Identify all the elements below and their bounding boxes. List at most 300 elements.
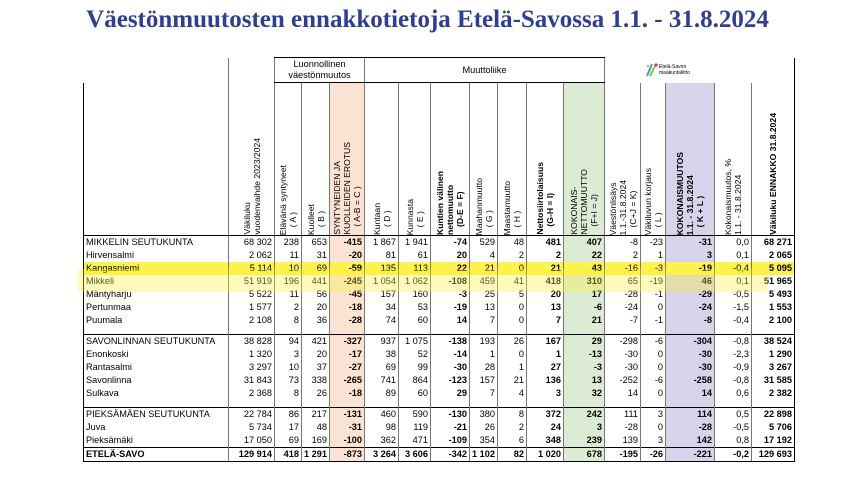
column-header-letter: ( L ) bbox=[653, 212, 663, 227]
cell-col-11: -28 bbox=[605, 288, 641, 301]
cell-col-2: 169 bbox=[302, 434, 330, 448]
cell-col-7: 193 bbox=[470, 335, 498, 349]
cell-col-6: -138 bbox=[431, 335, 470, 349]
cell-col-0: 51 919 bbox=[229, 275, 275, 288]
cell-col-5: 113 bbox=[399, 262, 431, 275]
table-row bbox=[84, 249, 795, 262]
row-name: Pertunmaa bbox=[84, 301, 229, 314]
cell-col-14: -2,3 bbox=[715, 348, 752, 361]
column-header-label: Kuntaan bbox=[371, 202, 382, 235]
cell-col-11: -28 bbox=[605, 421, 641, 434]
cell-col-13: 14 bbox=[666, 387, 715, 400]
column-header-letter: ( B ) bbox=[315, 210, 326, 227]
cell-col-13: -8 bbox=[666, 314, 715, 327]
cell-col-1: 11 bbox=[275, 288, 302, 301]
cell-col-2: 338 bbox=[302, 374, 330, 387]
cell-col-2: 20 bbox=[302, 348, 330, 361]
row-name: Sulkava bbox=[84, 387, 229, 400]
cell-col-6: -130 bbox=[431, 408, 470, 422]
table-row bbox=[84, 314, 795, 327]
column-header-label: Väkiluvun korjaus bbox=[643, 167, 653, 235]
cell-col-12: 0 bbox=[641, 301, 666, 314]
cell-col-7: 21 bbox=[470, 262, 498, 275]
cell-col-7: 13 bbox=[470, 301, 498, 314]
spacer-cell bbox=[666, 327, 715, 335]
cell-col-8: 4 bbox=[498, 387, 527, 400]
cell-col-5: 864 bbox=[399, 374, 431, 387]
cell-col-4: 741 bbox=[365, 374, 399, 387]
cell-col-8: 0 bbox=[498, 262, 527, 275]
cell-col-0: 129 914 bbox=[229, 448, 275, 462]
cell-col-5: 1 062 bbox=[399, 275, 431, 288]
column-header-0 bbox=[229, 83, 275, 236]
cell-col-11: -16 bbox=[605, 262, 641, 275]
group-natural-change: Luonnollinen väestönmuutos bbox=[275, 58, 365, 83]
cell-col-2: 69 bbox=[302, 262, 330, 275]
cell-col-14: 0,1 bbox=[715, 249, 752, 262]
cell-col-3: -28 bbox=[330, 314, 365, 327]
cell-col-4: 1 867 bbox=[365, 236, 399, 250]
cell-col-1: 17 bbox=[275, 421, 302, 434]
cell-col-4: 74 bbox=[365, 314, 399, 327]
cell-col-2: 441 bbox=[302, 275, 330, 288]
spacer-row bbox=[84, 327, 795, 335]
cell-col-2: 31 bbox=[302, 249, 330, 262]
cell-col-0: 5 734 bbox=[229, 421, 275, 434]
cell-col-0: 68 302 bbox=[229, 236, 275, 250]
cell-col-11: -24 bbox=[605, 301, 641, 314]
cell-col-11: -7 bbox=[605, 314, 641, 327]
cell-col-3: -265 bbox=[330, 374, 365, 387]
column-header-4 bbox=[365, 83, 399, 236]
cell-col-15: 22 898 bbox=[752, 408, 795, 422]
cell-col-12: -3 bbox=[641, 262, 666, 275]
cell-col-6: 29 bbox=[431, 387, 470, 400]
spacer-cell bbox=[365, 327, 399, 335]
cell-col-7: 7 bbox=[470, 314, 498, 327]
cell-col-12: 0 bbox=[641, 361, 666, 374]
cell-col-2: 217 bbox=[302, 408, 330, 422]
cell-col-14: -0,9 bbox=[715, 361, 752, 374]
spacer-cell bbox=[431, 400, 470, 408]
cell-col-3: -45 bbox=[330, 288, 365, 301]
cell-col-6: -3 bbox=[431, 288, 470, 301]
cell-col-1: 11 bbox=[275, 249, 302, 262]
cell-col-12: -1 bbox=[641, 314, 666, 327]
cell-col-15: 5 095 bbox=[752, 262, 795, 275]
column-header-letter: (F+I = J) bbox=[589, 194, 599, 227]
cell-col-15: 2 065 bbox=[752, 249, 795, 262]
column-header-14 bbox=[715, 83, 752, 236]
table-row bbox=[84, 275, 795, 288]
cell-col-7: 157 bbox=[470, 374, 498, 387]
cell-col-4: 157 bbox=[365, 288, 399, 301]
subregion-row bbox=[84, 335, 795, 349]
table-row bbox=[84, 348, 795, 361]
spacer-cell bbox=[229, 327, 275, 335]
cell-col-10: 242 bbox=[564, 408, 605, 422]
cell-col-9: 1 020 bbox=[527, 448, 564, 462]
column-header-label: Nettosiirtolaisuus bbox=[535, 162, 545, 235]
cell-col-15: 2 382 bbox=[752, 387, 795, 400]
cell-col-8: 2 bbox=[498, 249, 527, 262]
spacer-cell bbox=[275, 327, 302, 335]
cell-col-10: -3 bbox=[564, 361, 605, 374]
cell-col-15: 31 585 bbox=[752, 374, 795, 387]
cell-col-11: -8 bbox=[605, 236, 641, 250]
cell-col-2: 421 bbox=[302, 335, 330, 349]
cell-col-10: 32 bbox=[564, 387, 605, 400]
cell-col-11: -30 bbox=[605, 348, 641, 361]
cell-col-0: 5 522 bbox=[229, 288, 275, 301]
cell-col-15: 5 706 bbox=[752, 421, 795, 434]
spacer-cell bbox=[498, 327, 527, 335]
column-header-11 bbox=[605, 83, 641, 236]
cell-col-14: -1,5 bbox=[715, 301, 752, 314]
cell-col-6: -19 bbox=[431, 301, 470, 314]
cell-col-10: 678 bbox=[564, 448, 605, 462]
cell-col-8: 82 bbox=[498, 448, 527, 462]
subregion-row bbox=[84, 408, 795, 422]
page-title: Väestönmuutosten ennakkotietoja Etelä-Savossa 1.1. - 31.8.2024 bbox=[86, 6, 769, 33]
column-header-8 bbox=[498, 83, 527, 236]
cell-col-4: 89 bbox=[365, 387, 399, 400]
cell-col-7: 25 bbox=[470, 288, 498, 301]
cell-col-1: 73 bbox=[275, 374, 302, 387]
cell-col-15: 1 553 bbox=[752, 301, 795, 314]
cell-col-12: -6 bbox=[641, 374, 666, 387]
spacer-cell bbox=[470, 327, 498, 335]
cell-col-14: -0,4 bbox=[715, 314, 752, 327]
cell-col-6: -108 bbox=[431, 275, 470, 288]
cell-col-9: 21 bbox=[527, 262, 564, 275]
spacer-cell bbox=[399, 400, 431, 408]
cell-col-8: 41 bbox=[498, 275, 527, 288]
table-row bbox=[84, 421, 795, 434]
column-header-letter: (C+J = K) bbox=[627, 190, 638, 227]
cell-col-3: -873 bbox=[330, 448, 365, 462]
cell-col-3: -415 bbox=[330, 236, 365, 250]
cell-col-1: 196 bbox=[275, 275, 302, 288]
cell-col-14: -0,8 bbox=[715, 335, 752, 349]
spacer-cell bbox=[330, 400, 365, 408]
cell-col-1: 2 bbox=[275, 301, 302, 314]
column-header-3 bbox=[330, 83, 365, 236]
cell-col-14: 0,6 bbox=[715, 387, 752, 400]
cell-col-4: 460 bbox=[365, 408, 399, 422]
cell-col-11: 111 bbox=[605, 408, 641, 422]
cell-col-6: 14 bbox=[431, 314, 470, 327]
cell-col-4: 135 bbox=[365, 262, 399, 275]
cell-col-13: -24 bbox=[666, 301, 715, 314]
cell-col-13: -304 bbox=[666, 335, 715, 349]
cell-col-10: 3 bbox=[564, 421, 605, 434]
column-header-10 bbox=[564, 83, 605, 236]
cell-col-1: 94 bbox=[275, 335, 302, 349]
row-name: Enonkoski bbox=[84, 348, 229, 361]
cell-col-10: 29 bbox=[564, 335, 605, 349]
cell-col-2: 26 bbox=[302, 387, 330, 400]
cell-col-5: 52 bbox=[399, 348, 431, 361]
cell-col-5: 471 bbox=[399, 434, 431, 448]
cell-col-13: 114 bbox=[666, 408, 715, 422]
spacer-cell bbox=[564, 400, 605, 408]
cell-col-4: 34 bbox=[365, 301, 399, 314]
cell-col-10: 310 bbox=[564, 275, 605, 288]
cell-col-3: -327 bbox=[330, 335, 365, 349]
cell-col-1: 8 bbox=[275, 314, 302, 327]
column-header-12 bbox=[641, 83, 666, 236]
cell-col-6: 22 bbox=[431, 262, 470, 275]
cell-col-14: 0,1 bbox=[715, 275, 752, 288]
spacer-cell bbox=[302, 400, 330, 408]
spacer-cell bbox=[330, 327, 365, 335]
cell-col-2: 20 bbox=[302, 301, 330, 314]
spacer-cell bbox=[752, 327, 795, 335]
cell-col-6: -21 bbox=[431, 421, 470, 434]
cell-col-4: 69 bbox=[365, 361, 399, 374]
column-header-9 bbox=[527, 83, 564, 236]
table-row bbox=[84, 374, 795, 387]
cell-col-3: -18 bbox=[330, 301, 365, 314]
cell-col-12: -19 bbox=[641, 275, 666, 288]
row-name: Rantasalmi bbox=[84, 361, 229, 374]
group-header-row bbox=[84, 58, 795, 83]
column-header-label: SYNTYNEIDEN JA KUOLLEIDEN EROTUS bbox=[332, 142, 352, 235]
spacer-cell bbox=[229, 400, 275, 408]
cell-col-15: 5 493 bbox=[752, 288, 795, 301]
cell-col-9: 27 bbox=[527, 361, 564, 374]
cell-col-9: 13 bbox=[527, 301, 564, 314]
cell-col-5: 3 606 bbox=[399, 448, 431, 462]
cell-col-0: 38 828 bbox=[229, 335, 275, 349]
cell-col-0: 17 050 bbox=[229, 434, 275, 448]
cell-col-14: -0,5 bbox=[715, 288, 752, 301]
cell-col-12: -26 bbox=[641, 448, 666, 462]
cell-col-3: -17 bbox=[330, 348, 365, 361]
cell-col-3: -20 bbox=[330, 249, 365, 262]
cell-col-13: -28 bbox=[666, 421, 715, 434]
cell-col-6: -30 bbox=[431, 361, 470, 374]
cell-col-13: 3 bbox=[666, 249, 715, 262]
column-header-letter: (D-E = F) bbox=[455, 191, 465, 227]
cell-col-10: -13 bbox=[564, 348, 605, 361]
spacer-cell bbox=[84, 400, 229, 408]
cell-col-3: -31 bbox=[330, 421, 365, 434]
cell-col-1: 86 bbox=[275, 408, 302, 422]
population-table bbox=[83, 57, 795, 462]
cell-col-11: 14 bbox=[605, 387, 641, 400]
row-name: ETELÄ-SAVO bbox=[84, 448, 229, 462]
cell-col-7: 354 bbox=[470, 434, 498, 448]
cell-col-5: 60 bbox=[399, 314, 431, 327]
row-name: MIKKELIN SEUTUKUNTA bbox=[84, 236, 229, 250]
column-header-label: Kuntien välinen nettomuutto bbox=[435, 171, 455, 235]
spacer-cell bbox=[641, 327, 666, 335]
cell-col-10: 22 bbox=[564, 249, 605, 262]
column-header-label: Väestönlisäys 1.1.-31.8.2024 bbox=[607, 179, 628, 235]
cell-col-4: 3 264 bbox=[365, 448, 399, 462]
cell-col-11: -30 bbox=[605, 361, 641, 374]
row-name: Kangasniemi bbox=[84, 262, 229, 275]
cell-col-10: 43 bbox=[564, 262, 605, 275]
spacer-cell bbox=[605, 327, 641, 335]
cell-col-14: 0,8 bbox=[715, 434, 752, 448]
spacer-cell bbox=[605, 400, 641, 408]
cell-col-3: -100 bbox=[330, 434, 365, 448]
cell-col-9: 3 bbox=[527, 387, 564, 400]
cell-col-9: 136 bbox=[527, 374, 564, 387]
cell-col-2: 56 bbox=[302, 288, 330, 301]
cell-col-7: 1 bbox=[470, 348, 498, 361]
logo-text-line2: maakuntaliitto bbox=[659, 70, 690, 76]
cell-col-15: 2 100 bbox=[752, 314, 795, 327]
cell-col-7: 7 bbox=[470, 387, 498, 400]
cell-col-0: 31 843 bbox=[229, 374, 275, 387]
column-header-2 bbox=[302, 83, 330, 236]
cell-col-6: -14 bbox=[431, 348, 470, 361]
column-header-label: Maahanmuutto bbox=[473, 177, 484, 235]
cell-col-7: 4 bbox=[470, 249, 498, 262]
cell-col-15: 1 290 bbox=[752, 348, 795, 361]
cell-col-12: 0 bbox=[641, 348, 666, 361]
spacer-cell bbox=[564, 327, 605, 335]
cell-col-13: -221 bbox=[666, 448, 715, 462]
cell-col-10: 21 bbox=[564, 314, 605, 327]
cell-col-9: 372 bbox=[527, 408, 564, 422]
spacer-cell bbox=[470, 400, 498, 408]
spacer-cell bbox=[399, 327, 431, 335]
cell-col-13: -30 bbox=[666, 348, 715, 361]
table-row bbox=[84, 434, 795, 448]
cell-col-15: 68 271 bbox=[752, 236, 795, 250]
cell-col-5: 60 bbox=[399, 387, 431, 400]
column-header-label: Väkiluku ENNAKKO 31.8.2024 bbox=[768, 113, 778, 235]
cell-col-2: 653 bbox=[302, 236, 330, 250]
cell-col-7: 380 bbox=[470, 408, 498, 422]
cell-col-11: 65 bbox=[605, 275, 641, 288]
cell-col-6: -109 bbox=[431, 434, 470, 448]
cell-col-12: 0 bbox=[641, 387, 666, 400]
total-row bbox=[84, 448, 795, 462]
cell-col-2: 1 291 bbox=[302, 448, 330, 462]
spacer-cell bbox=[527, 327, 564, 335]
cell-col-13: -19 bbox=[666, 262, 715, 275]
cell-col-3: -131 bbox=[330, 408, 365, 422]
column-header-letter: ( E ) bbox=[414, 210, 425, 227]
column-header-letter: (G-H = I) bbox=[545, 193, 555, 227]
cell-col-1: 238 bbox=[275, 236, 302, 250]
spacer-cell bbox=[498, 400, 527, 408]
row-name: Savonlinna bbox=[84, 374, 229, 387]
cell-col-11: -252 bbox=[605, 374, 641, 387]
spacer-cell bbox=[752, 400, 795, 408]
cell-col-0: 1 577 bbox=[229, 301, 275, 314]
cell-col-8: 0 bbox=[498, 314, 527, 327]
cell-col-0: 5 114 bbox=[229, 262, 275, 275]
cell-col-10: -6 bbox=[564, 301, 605, 314]
subregion-row bbox=[84, 236, 795, 250]
cell-col-8: 2 bbox=[498, 421, 527, 434]
table-row bbox=[84, 288, 795, 301]
column-header-label: KOKONAISMUUTOS 1.1. - 31.8.2024 bbox=[675, 151, 695, 235]
cell-col-0: 22 784 bbox=[229, 408, 275, 422]
cell-col-0: 2 368 bbox=[229, 387, 275, 400]
cell-col-1: 418 bbox=[275, 448, 302, 462]
cell-col-6: -342 bbox=[431, 448, 470, 462]
cell-col-4: 1 054 bbox=[365, 275, 399, 288]
cell-col-8: 48 bbox=[498, 236, 527, 250]
column-header-13 bbox=[666, 83, 715, 236]
row-name: SAVONLINNAN SEUTUKUNTA bbox=[84, 335, 229, 349]
cell-col-14: -0,8 bbox=[715, 374, 752, 387]
cell-col-4: 38 bbox=[365, 348, 399, 361]
spacer-cell bbox=[302, 327, 330, 335]
cell-col-3: -27 bbox=[330, 361, 365, 374]
cell-col-2: 37 bbox=[302, 361, 330, 374]
table-row bbox=[84, 387, 795, 400]
cell-col-9: 1 bbox=[527, 348, 564, 361]
spacer-cell bbox=[527, 400, 564, 408]
cell-col-14: 0,0 bbox=[715, 236, 752, 250]
cell-col-11: 2 bbox=[605, 249, 641, 262]
cell-col-4: 937 bbox=[365, 335, 399, 349]
cell-col-8: 0 bbox=[498, 348, 527, 361]
cell-col-7: 26 bbox=[470, 421, 498, 434]
column-header-row bbox=[84, 83, 795, 236]
cell-col-4: 81 bbox=[365, 249, 399, 262]
cell-col-5: 119 bbox=[399, 421, 431, 434]
column-header-6 bbox=[431, 83, 470, 236]
cell-col-8: 8 bbox=[498, 408, 527, 422]
column-header-label: Väkiluku vuodenvaihde 2023/2024 bbox=[241, 138, 262, 235]
cell-col-1: 10 bbox=[275, 361, 302, 374]
cell-col-8: 26 bbox=[498, 335, 527, 349]
cell-col-15: 38 524 bbox=[752, 335, 795, 349]
cell-col-0: 2 108 bbox=[229, 314, 275, 327]
cell-col-13: -258 bbox=[666, 374, 715, 387]
cell-col-8: 5 bbox=[498, 288, 527, 301]
cell-col-15: 3 267 bbox=[752, 361, 795, 374]
cell-col-9: 167 bbox=[527, 335, 564, 349]
cell-col-2: 36 bbox=[302, 314, 330, 327]
cell-col-5: 1 075 bbox=[399, 335, 431, 349]
column-header-label: Kuolleet bbox=[305, 203, 316, 235]
cell-col-10: 239 bbox=[564, 434, 605, 448]
spacer-cell bbox=[365, 400, 399, 408]
cell-col-8: 1 bbox=[498, 361, 527, 374]
cell-col-10: 407 bbox=[564, 236, 605, 250]
column-header-label: Maastamuutto bbox=[502, 180, 512, 235]
spacer-cell bbox=[666, 400, 715, 408]
column-header-letter: ( H ) bbox=[512, 210, 522, 227]
column-header-label: Kunnasta bbox=[404, 198, 415, 235]
cell-col-14: -0,4 bbox=[715, 262, 752, 275]
table-row bbox=[84, 262, 795, 275]
logo-text-line1: Etelä-Savon bbox=[659, 64, 687, 70]
cell-col-9: 7 bbox=[527, 314, 564, 327]
cell-col-1: 3 bbox=[275, 348, 302, 361]
row-name: Juva bbox=[84, 421, 229, 434]
cell-col-9: 24 bbox=[527, 421, 564, 434]
row-name: Hirvensalmi bbox=[84, 249, 229, 262]
cell-col-8: 0 bbox=[498, 301, 527, 314]
cell-col-9: 348 bbox=[527, 434, 564, 448]
column-header-letter: ( K + L ) bbox=[695, 195, 705, 227]
cell-col-15: 51 965 bbox=[752, 275, 795, 288]
cell-col-15: 17 192 bbox=[752, 434, 795, 448]
column-header-7 bbox=[470, 83, 498, 236]
